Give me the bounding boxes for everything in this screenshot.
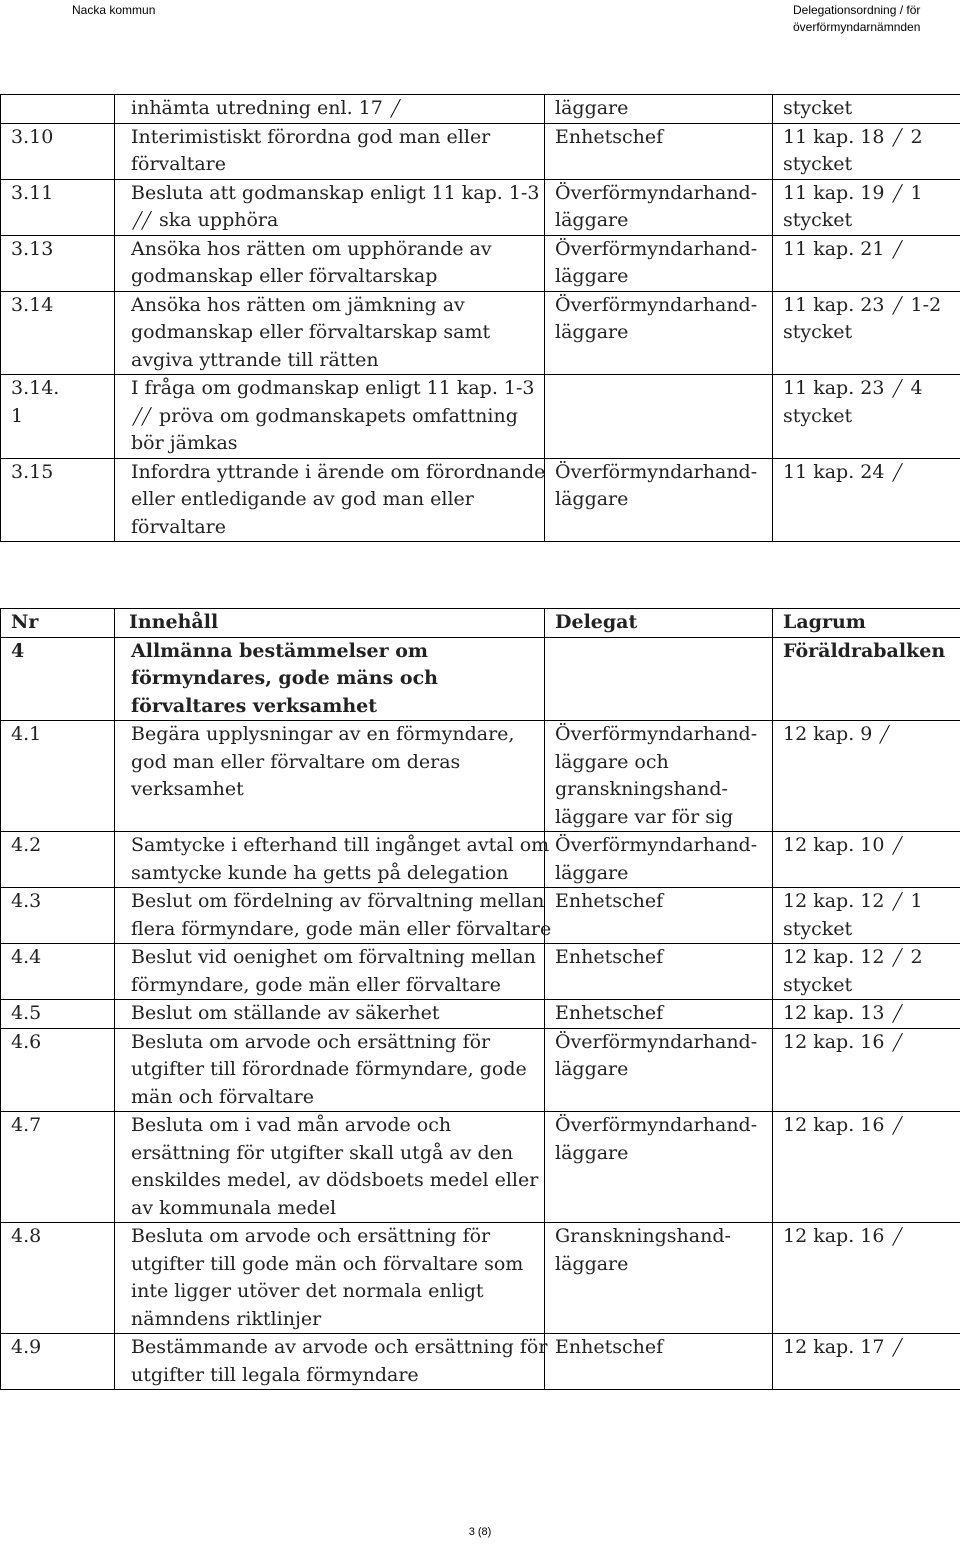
table-row [1, 888, 960, 944]
cell-delegat [545, 832, 773, 888]
cell-nr: 4.9 [1, 1334, 115, 1390]
cell-line: Överförmyndarhand- [555, 1030, 758, 1053]
table-row [1, 95, 960, 124]
cell-line: utgifter till legala förmyndare [131, 1363, 419, 1386]
header-content: Innehåll [115, 609, 545, 638]
cell-line: Överförmyndarhand- [555, 1114, 758, 1136]
section-sign-icon [891, 1114, 905, 1136]
cell-line: Allmänna bestämmelser om [131, 639, 429, 662]
cell-line: 12 kap. 17 [783, 1334, 960, 1362]
cell-line: läggare [555, 1141, 629, 1164]
section-sign-icon [891, 238, 905, 260]
cell-line: förvaltares verksamhet [131, 694, 378, 717]
cell-line: läggare [555, 861, 629, 884]
cell-delegat [545, 637, 773, 721]
header-lagrum: Lagrum [773, 609, 960, 638]
cell-nr: 4.1 [1, 721, 115, 832]
cell-line: läggare [555, 488, 629, 510]
cell-line: Enhetschef [555, 1002, 664, 1024]
cell-line: pröva om godmanskapets omfattning [131, 403, 544, 431]
cell-line: läggare [555, 97, 629, 119]
cell-line: ska upphöra [131, 207, 544, 235]
cell-line: godmanskap eller förvaltarskap samt [131, 321, 491, 343]
cell-line: stycket [783, 153, 853, 175]
cell-delegat [545, 235, 773, 291]
cell-delegat [545, 1112, 773, 1223]
cell-nr: 4.6 [1, 1028, 115, 1112]
table-row [1, 1334, 960, 1390]
section-sign-icon [891, 1336, 905, 1358]
cell-line: bör jämkas [131, 432, 238, 454]
section-sign-icon [891, 890, 905, 912]
cell-lagrum [773, 944, 960, 1000]
cell-line: 12 kap. 13 [783, 1000, 960, 1028]
cell-content [115, 1334, 548, 1390]
cell-line: Besluta om i vad mån arvode och [131, 1114, 452, 1136]
cell-nr: 3.15 [1, 458, 115, 542]
table-row [1, 1028, 960, 1112]
header-title [793, 2, 920, 36]
cell-line: män och förvaltare [131, 1085, 314, 1108]
cell-line: förmyndare, gode män eller förvaltare [131, 973, 501, 996]
cell-content [115, 95, 545, 124]
cell-line: stycket [783, 209, 853, 231]
cell-line: läggare [555, 265, 629, 287]
table-row [1, 637, 960, 721]
section-sign-icon [891, 182, 905, 204]
cell-delegat [545, 1000, 773, 1029]
cell-delegat [545, 458, 773, 542]
table-row [1, 375, 960, 459]
cell-line: Besluta att godmanskap enligt 11 kap. 1-3 [131, 181, 540, 204]
section-sign-icon [891, 461, 905, 483]
cell-content [115, 944, 545, 1000]
cell-line: Granskningshand- [555, 1225, 731, 1247]
table-row [1, 1112, 960, 1223]
section-sign-icon [389, 97, 403, 119]
delegation-table-section4 [0, 608, 960, 1390]
cell-line: läggare och [555, 750, 669, 773]
cell-line: läggare [555, 321, 629, 343]
cell-nr: 4 [1, 637, 115, 721]
cell-line: ersättning för utgifter skall utgå av den [131, 1141, 514, 1164]
cell-line: förmyndares, gode mäns och [131, 667, 438, 689]
cell-line: verksamhet [131, 778, 244, 800]
cell-content [115, 179, 545, 235]
cell-nr: 3.14 [1, 291, 115, 375]
cell-line: Beslut om fördelning av förvaltning mellan [131, 890, 545, 912]
cell-line: godmanskap eller förvaltarskap [131, 265, 438, 287]
cell-line: läggare [555, 209, 629, 231]
cell-line: stycket [783, 404, 853, 427]
header-nr: Nr [1, 609, 115, 638]
cell-delegat [545, 291, 773, 375]
cell-lagrum [773, 375, 960, 459]
cell-nr: 3.11 [1, 179, 115, 235]
cell-line: 12 kap. 10 [783, 832, 960, 860]
section-sign-icon [891, 834, 905, 856]
cell-delegat [545, 1028, 773, 1112]
cell-content [115, 832, 550, 888]
cell-line: god man eller förvaltare om deras [131, 750, 461, 773]
cell-nr: 4.2 [1, 832, 115, 888]
cell-line: 12 kap. 12 1 [783, 890, 923, 912]
cell-delegat [545, 375, 773, 459]
cell-line: Enhetschef [555, 1336, 664, 1358]
cell-line: Infordra yttrande i ärende om förordnande [131, 460, 546, 483]
cell-line: Överförmyndarhand- [555, 460, 758, 483]
cell-line: 12 kap. 9 [783, 721, 960, 749]
cell-content [115, 291, 545, 375]
cell-line: 12 kap. 16 [783, 1112, 960, 1140]
cell-delegat [545, 95, 773, 124]
cell-lagrum [773, 721, 960, 832]
cell-line: Interimistiskt förordna god man eller [131, 125, 491, 148]
cell-content [115, 721, 545, 832]
cell-delegat [545, 1334, 773, 1390]
cell-line: Beslut vid oenighet om förvaltning mellan [131, 946, 536, 968]
cell-line: Föräldrabalken [783, 639, 946, 662]
cell-line: Begära upplysningar av en förmyndare, [131, 723, 515, 745]
cell-lagrum [773, 179, 960, 235]
cell-content [115, 458, 545, 542]
cell-nr: 4.5 [1, 1000, 115, 1029]
cell-lagrum [773, 1223, 960, 1334]
delegation-table-section3 [0, 94, 960, 542]
cell-content [115, 123, 545, 179]
cell-content [115, 375, 545, 459]
section-sign-icon [131, 209, 153, 231]
cell-line: förvaltare [131, 153, 226, 175]
cell-line: förvaltare [131, 515, 226, 538]
table-row [1, 123, 960, 179]
section-sign-icon [891, 1002, 905, 1024]
cell-delegat [545, 1223, 773, 1334]
cell-line: samtycke kunde ha getts på delegation [131, 861, 509, 884]
cell-line: Överförmyndarhand- [555, 723, 758, 745]
cell-content [115, 1112, 545, 1223]
cell-line: Enhetschef [555, 125, 664, 148]
cell-line: utgifter till förordnade förmyndare, gode [131, 1058, 527, 1080]
cell-line: enskildes medel, av dödsboets medel eller [131, 1169, 539, 1191]
cell-line: Överförmyndarhand- [555, 237, 758, 260]
cell-lagrum [773, 95, 960, 124]
cell-line: I fråga om godmanskap enligt 11 kap. 1-3 [131, 377, 535, 399]
cell-delegat [545, 123, 773, 179]
cell-lagrum [773, 1112, 960, 1223]
cell-line: Enhetschef [555, 890, 664, 912]
table-row [1, 721, 960, 832]
cell-line: 11 kap. 19 1 [783, 181, 923, 204]
cell-lagrum [773, 291, 960, 375]
section-sign-icon [891, 1031, 905, 1053]
cell-nr [1, 95, 115, 124]
cell-line: flera förmyndare, gode män eller förvaltare [131, 917, 552, 940]
cell-line: nämndens riktlinjer [131, 1307, 322, 1330]
cell-line: granskningshand- [555, 778, 728, 800]
cell-nr: 4.7 [1, 1112, 115, 1223]
cell-line: eller entledigande av god man eller [131, 488, 474, 510]
page-number: 3 (8) [468, 1526, 492, 1538]
table-row [1, 235, 960, 291]
table-row [1, 1000, 960, 1029]
header-title-line2: överförmyndarnämnden [793, 20, 921, 34]
cell-line: läggare [555, 1252, 629, 1275]
section-sign-icon [891, 946, 905, 968]
table-row [1, 458, 960, 542]
header-org: Nacka kommun [72, 3, 156, 17]
cell-content [115, 888, 552, 944]
cell-lagrum [773, 832, 960, 888]
cell-line: Beslut om ställande av säkerhet [131, 1002, 440, 1024]
cell-lagrum [773, 1028, 960, 1112]
cell-line: Ansöka hos rätten om upphörande av [131, 237, 492, 260]
cell-line: 11 kap. 23 4 [783, 377, 923, 399]
cell-line: Överförmyndarhand- [555, 293, 758, 316]
cell-nr: 4.3 [1, 888, 115, 944]
section-sign-icon [891, 294, 905, 316]
cell-line: Besluta om arvode och ersättning för [131, 1225, 491, 1247]
table-row [1, 291, 960, 375]
table-row [1, 179, 960, 235]
cell-line: 11 kap. 24 [783, 459, 960, 487]
cell-line: 11 kap. 21 [783, 236, 960, 264]
section-sign-icon [891, 1225, 905, 1247]
cell-nr: 4.8 [1, 1223, 115, 1334]
cell-content [115, 1028, 545, 1112]
cell-nr: 4.4 [1, 944, 115, 1000]
section-sign-icon [891, 377, 905, 399]
cell-line: Besluta om arvode och ersättning för [131, 1030, 491, 1053]
header-delegat: Delegat [545, 609, 773, 638]
cell-line: 11 kap. 23 1-2 [783, 293, 942, 316]
table-row [1, 1223, 960, 1334]
cell-line: Ansöka hos rätten om jämkning av [131, 293, 465, 316]
table-header-row [1, 609, 960, 638]
cell-line: stycket [783, 973, 853, 996]
cell-lagrum [773, 637, 960, 721]
cell-lagrum [773, 1000, 960, 1029]
cell-content [115, 1000, 545, 1029]
cell-line: stycket [783, 321, 853, 343]
cell-line: Enhetschef [555, 946, 664, 968]
cell-nr: 3.13 [1, 235, 115, 291]
cell-line: avgiva yttrande till rätten [131, 348, 379, 371]
section-sign-icon [131, 405, 153, 427]
cell-lagrum [773, 458, 960, 542]
header-title-line1: Delegationsordning / för [793, 3, 921, 17]
table-row [1, 832, 960, 888]
cell-line: läggare [555, 1058, 629, 1080]
cell-lagrum [773, 888, 960, 944]
cell-lagrum [773, 123, 960, 179]
cell-line: inte ligger utöver det normala enligt [131, 1280, 484, 1302]
cell-delegat [545, 721, 773, 832]
cell-lagrum [773, 1334, 960, 1390]
cell-lagrum [773, 235, 960, 291]
cell-line: läggare var för sig [555, 805, 734, 828]
cell-line: 12 kap. 16 [783, 1029, 960, 1057]
cell-line: stycket [783, 97, 853, 119]
cell-line: 11 kap. 18 2 [783, 125, 923, 148]
section-sign-icon [878, 723, 892, 745]
cell-content [115, 637, 545, 721]
cell-line: Bestämmande av arvode och ersättning för [131, 1336, 548, 1358]
section-sign-icon [891, 126, 905, 148]
cell-delegat [545, 888, 773, 944]
cell-content [115, 235, 545, 291]
cell-line: 12 kap. 12 2 [783, 946, 923, 968]
cell-line: Överförmyndarhand- [555, 834, 758, 856]
cell-line: av kommunala medel [131, 1196, 337, 1219]
cell-nr: 3.10 [1, 123, 115, 179]
cell-line: inhämta utredning enl. 17 [131, 95, 544, 123]
cell-line: Samtycke i efterhand till ingånget avtal om [131, 834, 550, 856]
cell-content [115, 1223, 545, 1334]
cell-nr: 3.14. 1 [1, 375, 115, 459]
cell-line: stycket [783, 917, 853, 940]
cell-delegat [545, 179, 773, 235]
cell-line: Överförmyndarhand- [555, 181, 758, 204]
table-row [1, 944, 960, 1000]
cell-line: utgifter till gode män och förvaltare som [131, 1252, 524, 1275]
cell-line: 12 kap. 16 [783, 1223, 960, 1251]
cell-delegat [545, 944, 773, 1000]
